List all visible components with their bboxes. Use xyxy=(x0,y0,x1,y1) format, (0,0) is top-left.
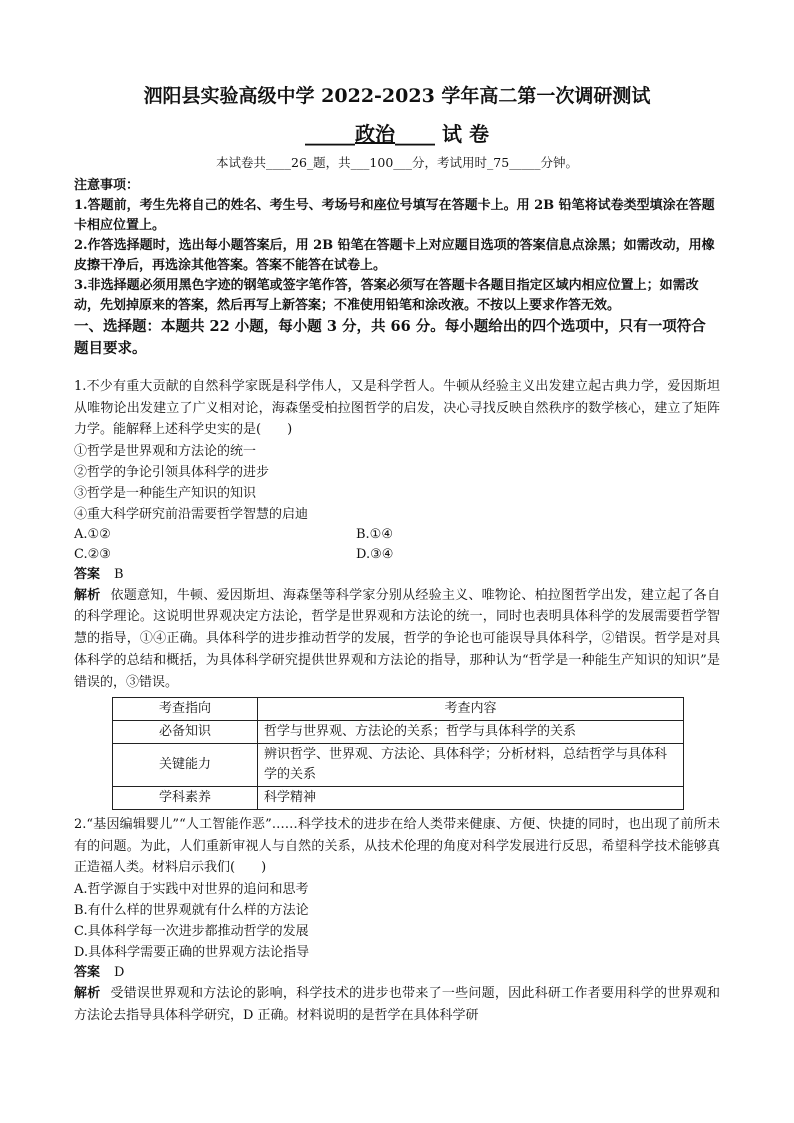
q1-options-row-2 xyxy=(74,545,720,565)
q2-option-d: D.具体科学需要正确的世界观方法论指导 xyxy=(74,944,310,960)
subtitle-blank-left: _____ xyxy=(305,122,356,146)
q1-option-a: A.①② xyxy=(74,526,111,542)
subject-name: 政治 xyxy=(355,122,396,146)
q1-table xyxy=(112,697,684,810)
exam-page xyxy=(74,82,720,1027)
q1-option-b: B.①④ xyxy=(356,526,393,542)
q1-explain-label: 解析 xyxy=(74,587,101,603)
table-row xyxy=(113,744,684,787)
table-cell: 科学精神 xyxy=(258,787,684,810)
table-cell: 哲学与世界观、方法论的关系；哲学与具体科学的关系 xyxy=(258,721,684,744)
q2-option-b: B.有什么样的世界观就有什么样的方法论 xyxy=(74,902,309,918)
section-heading: 一、选择题：本题共 22 小题，每小题 3 分，共 66 分。每小题给出的四个选项中，只有一项符合题目要求。 xyxy=(74,318,706,357)
exam-subtitle xyxy=(74,116,720,152)
q1-statement: ②哲学的争论引领具体科学的进步 xyxy=(74,464,270,480)
table-cell: 关键能力 xyxy=(113,744,258,787)
exam-title: 泗阳县实验高级中学 2022-2023 学年高二第一次调研测试 xyxy=(143,85,651,107)
exam-info: 本试卷共____26_题，共___100___分，考试用时_75_____分钟。 xyxy=(216,155,578,170)
table-header-cell: 考查内容 xyxy=(258,698,684,721)
question-1-stem: 1.不少有重大贡献的自然科学家既是科学伟人，又是科学哲人。牛顿从经验主义出发建立起古典力学，爱因斯坦从唯物论出发建立了广义相对论，海森堡受柏拉图哲学的启发，决心寻找反映自然秩序的数学核心，建立了矩阵力学。能解释上述科学史实的是( ) xyxy=(74,379,720,437)
table-row xyxy=(113,721,684,744)
q1-explanation xyxy=(74,585,720,694)
notice-heading: 注意事项： xyxy=(74,178,140,193)
q2-answer-value: D xyxy=(114,964,125,980)
q1-option-c: C.②③ xyxy=(74,546,111,562)
notice-item-3: 3.非选择题必须用黑色字迹的钢笔或签字笔作答，答案必须写在答题卡各题目指定区域内相应位置上；如需改动，先划掉原来的答案，然后再写上新答案；不准使用铅笔和涂改液。不按以上要求作答无效。 xyxy=(74,278,699,313)
q2-answer xyxy=(74,963,720,983)
q1-explain-text: 依题意知，牛顿、爱因斯坦、海森堡等科学家分别从经验主义、唯物论、柏拉图哲学出发，建立起了各自的科学理论。这说明世界观决定方法论，哲学是世界观和方法论的统一，同时也表明具体科学的发展需要哲学智慧的指导，①④正确。具体科学的进步推动哲学的发展，哲学的争论也可能误导具体科学，②错误。哲学是对具体科学的总结和概括，为具体科学研究提供世界观和方法论的指导，那种认为“哲学是一种能生产知识的知识”是错误的，③错误。 xyxy=(74,587,720,690)
q1-answer-label: 答案 xyxy=(74,566,101,582)
paper-word: 试 卷 xyxy=(442,122,489,146)
table-cell: 必备知识 xyxy=(113,721,258,744)
q2-option-a: A.哲学源自于实践中对世界的追问和思考 xyxy=(74,881,309,897)
q2-answer-label: 答案 xyxy=(74,964,101,980)
notice-item-2: 2.作答选择题时，选出每小题答案后，用 2B 铅笔在答题卡上对应题目选项的答案信息点涂黑；如需改动，用橡皮擦干净后，再选涂其他答案。答案不能答在试卷上。 xyxy=(74,238,715,273)
question-2 xyxy=(74,814,720,879)
table-cell: 辨识哲学、世界观、方法论、具体科学；分析材料，总结哲学与具体科学的关系 xyxy=(258,744,684,787)
q1-answer xyxy=(74,565,720,585)
q1-answer-value: B xyxy=(114,566,124,582)
q2-explain-text: 受错误世界观和方法论的影响，科学技术的进步也带来了一些问题，因此科研工作者要用科学的世界观和方法论去指导具体科学研究，D 正确。材料说明的是哲学在具体科学研 xyxy=(74,985,720,1023)
question-2-stem: 2.“基因编辑婴儿”“人工智能作恶”……科学技术的进步在给人类带来健康、方便、快捷的同时，也出现了前所未有的问题。为此，人们重新审视人与自然的关系，从技术伦理的角度对科学发展进行反思，希望科学技术能够真正造福人类。材料启示我们( ) xyxy=(74,817,720,876)
notice-block xyxy=(74,176,720,316)
table-header-row xyxy=(113,698,684,721)
table-cell: 学科素养 xyxy=(113,787,258,810)
subtitle-blank-right: ____ xyxy=(395,122,436,146)
q2-explanation xyxy=(74,983,720,1027)
table-header-cell: 考查指向 xyxy=(113,698,258,721)
table-row xyxy=(113,787,684,810)
q1-statement: ③哲学是一种能生产知识的知识 xyxy=(74,485,257,501)
q1-statement: ①哲学是世界观和方法论的统一 xyxy=(74,443,257,459)
question-1 xyxy=(74,376,720,441)
q2-option-c: C.具体科学每一次进步都推动哲学的发展 xyxy=(74,923,309,939)
q2-explain-label: 解析 xyxy=(74,985,101,1001)
q1-options-row-1 xyxy=(74,525,720,545)
q1-statement: ④重大科学研究前沿需要哲学智慧的启迪 xyxy=(74,506,309,522)
notice-item-1: 1.答题前，考生先将自己的姓名、考生号、考场号和座位号填写在答题卡上。用 2B 铅笔将试卷类型填涂在答题卡相应位置上。 xyxy=(74,198,715,233)
q1-option-d: D.③④ xyxy=(356,546,394,562)
